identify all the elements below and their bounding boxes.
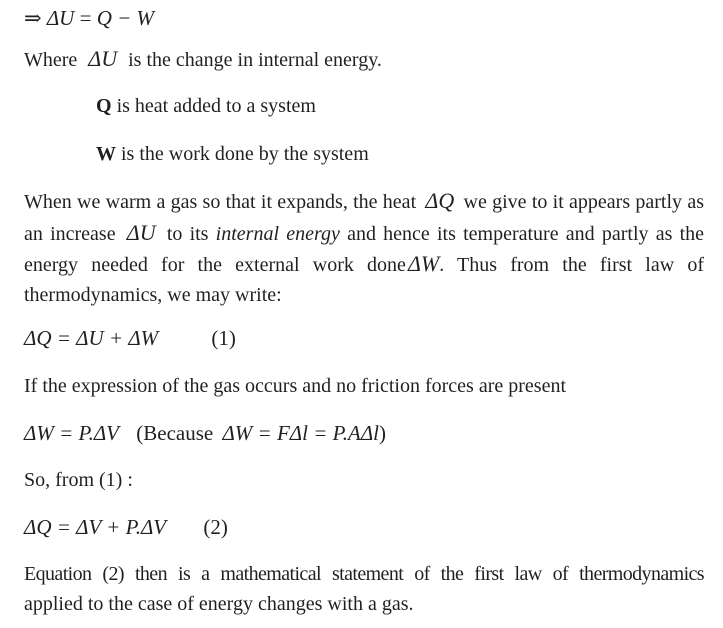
eq-sign: =	[74, 6, 97, 30]
equation-implication	[24, 6, 154, 30]
where-text: is the change in internal energy.	[128, 49, 382, 71]
para1-text-1: When we warm a gas so that it expands, the heat	[24, 191, 417, 213]
delta-q-symbol: ΔQ	[425, 188, 455, 213]
para1-text-5: . Thus from the first law of thermodynamics, we may write:	[24, 254, 705, 306]
q-definition	[96, 94, 316, 118]
internal-energy-emphasis: internal energy	[215, 222, 340, 245]
friction-condition-line: If the expression of the gas occurs and no friction forces are present	[24, 375, 567, 397]
delta-w-inline: ΔW	[407, 251, 440, 276]
implies-arrow: ⇒	[24, 6, 42, 30]
para1-text-2: we give to it appears partly as an increase	[24, 191, 704, 245]
work-force-expression: ΔW = FΔl = P.AΔl	[222, 421, 379, 445]
so-from-text: So, from	[24, 469, 94, 491]
equation-1	[24, 326, 236, 350]
equation-2	[24, 515, 228, 539]
eq-rhs: Q − W	[96, 6, 155, 30]
equation-1-number: (1)	[211, 326, 236, 350]
w-text: is the work done by the system	[121, 143, 369, 165]
paragraph-conclusion-line-2: applied to the case of energy changes with a gas.	[24, 593, 414, 615]
where-line	[24, 47, 382, 72]
paragraph-conclusion-line-1: Equation (2) then is a mathematical statement of the first law of thermodynamics	[24, 563, 704, 585]
equation-2-expression: ΔQ = ΔV + P.ΔV	[24, 515, 167, 539]
delta-u-inline: ΔU	[126, 219, 156, 245]
para1-text-3: to its	[166, 222, 209, 245]
equation-1-expression: ΔQ = ΔU + ΔW	[24, 326, 159, 350]
paragraph-first-law	[24, 186, 704, 310]
q-text: is heat added to a system	[116, 95, 316, 117]
q-symbol: Q	[96, 95, 112, 117]
w-symbol: W	[96, 143, 116, 165]
where-prefix: Where	[24, 49, 78, 71]
closing-paren: )	[379, 421, 386, 445]
para1-text-4: and hence its temperature and partly as the energy needed for the external work done	[24, 222, 705, 276]
so-from-line	[24, 468, 133, 492]
equation-2-number: (2)	[203, 515, 228, 539]
delta-u-symbol: ΔU	[88, 46, 118, 71]
w-definition	[96, 142, 369, 166]
work-equation	[24, 421, 386, 445]
so-from-reference: (1) :	[99, 469, 133, 491]
work-expression: ΔW = P.ΔV	[24, 421, 120, 445]
because-label: (Because	[136, 421, 214, 445]
eq-lhs: ΔU	[46, 6, 75, 30]
